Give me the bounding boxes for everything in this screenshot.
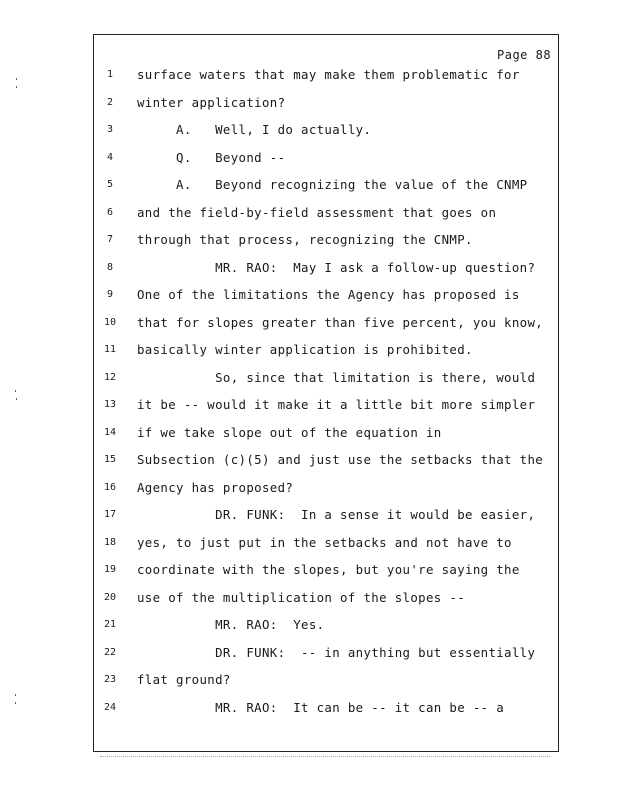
line-text: and the field-by-field assessment that goes on (137, 204, 497, 220)
line-text: A. Well, I do actually. (137, 122, 372, 137)
scan-speck (16, 78, 17, 80)
transcript-line (0, 452, 618, 470)
transcript-line (0, 205, 618, 223)
line-number: 20 (103, 591, 117, 603)
transcript-line (0, 672, 618, 690)
line-text: basically winter application is prohibited. (137, 342, 473, 357)
line-text: DR. FUNK: -- in anything but essentially (137, 644, 536, 660)
line-number: 18 (103, 536, 117, 548)
transcript-line (0, 177, 618, 195)
line-text: Subsection (c)(5) and just use the setbacks that the (137, 452, 544, 467)
scan-speck (15, 694, 16, 696)
transcript-line (0, 342, 618, 360)
line-text: So, since that limitation is there, would (137, 369, 536, 385)
line-text: use of the multiplication of the slopes -- (137, 589, 466, 605)
line-number: 15 (103, 454, 117, 465)
transcript-line (0, 150, 618, 168)
line-text: MR. RAO: Yes. (137, 617, 325, 632)
line-text: that for slopes greater than five percent, you know, (137, 314, 544, 330)
line-number: 14 (103, 426, 117, 438)
line-text: MR. RAO: It can be -- it can be -- a (137, 699, 505, 715)
line-number: 21 (103, 619, 117, 630)
line-text: MR. RAO: May I ask a follow-up question? (137, 259, 536, 275)
line-text: A. Beyond recognizing the value of the CNMP (137, 177, 528, 192)
line-number: 16 (103, 481, 117, 493)
transcript-line (0, 562, 618, 580)
transcript-line (0, 700, 618, 718)
line-text: through that process, recognizing the CNMP. (137, 232, 473, 247)
line-number: 12 (103, 371, 117, 383)
transcript-line (0, 95, 618, 113)
line-text: it be -- would it make it a little bit more simpler (137, 397, 536, 412)
transcript-line (0, 397, 618, 415)
line-number: 24 (103, 701, 117, 713)
line-text: Q. Beyond -- (137, 149, 286, 165)
transcript-line (0, 645, 618, 663)
transcript-line (0, 535, 618, 553)
line-number: 2 (106, 96, 114, 108)
line-number: 11 (103, 344, 117, 355)
line-number: 9 (106, 289, 114, 300)
line-number: 1 (106, 69, 114, 80)
line-text: Agency has proposed? (137, 479, 294, 495)
scan-speck (15, 702, 16, 704)
line-number: 22 (103, 646, 117, 658)
line-number: 7 (106, 234, 114, 245)
page-number: Page 88 (497, 48, 552, 62)
transcript-line (0, 122, 618, 140)
line-number: 5 (106, 179, 114, 190)
line-number: 4 (106, 151, 114, 163)
line-number: 6 (106, 206, 114, 218)
line-number: 3 (106, 124, 114, 135)
transcript-line (0, 425, 618, 443)
transcript-line (0, 67, 618, 85)
line-number: 10 (103, 316, 117, 328)
line-number: 19 (103, 564, 117, 575)
transcript-line (0, 617, 618, 635)
transcript-line (0, 370, 618, 388)
line-text: winter application? (137, 94, 286, 110)
line-number: 23 (103, 674, 117, 685)
scan-speck (15, 390, 16, 392)
line-text: if we take slope out of the equation in (137, 424, 442, 440)
line-number: 8 (106, 261, 114, 273)
scan-bottom-noise (100, 756, 550, 757)
line-text: DR. FUNK: In a sense it would be easier, (137, 507, 536, 522)
scan-speck (16, 398, 17, 400)
transcript-line (0, 315, 618, 333)
transcript-line (0, 260, 618, 278)
line-number: 13 (103, 399, 117, 410)
scan-speck (16, 86, 17, 88)
line-text: surface waters that may make them problematic for (137, 67, 520, 82)
line-text: coordinate with the slopes, but you're saying the (137, 562, 520, 577)
line-text: flat ground? (137, 672, 231, 687)
line-text: yes, to just put in the setbacks and not have to (137, 534, 512, 550)
transcript-line (0, 590, 618, 608)
line-text: One of the limitations the Agency has proposed is (137, 287, 520, 302)
transcript-line (0, 287, 618, 305)
transcript-line (0, 232, 618, 250)
transcript-line (0, 507, 618, 525)
transcript-line (0, 480, 618, 498)
line-number: 17 (103, 509, 117, 520)
